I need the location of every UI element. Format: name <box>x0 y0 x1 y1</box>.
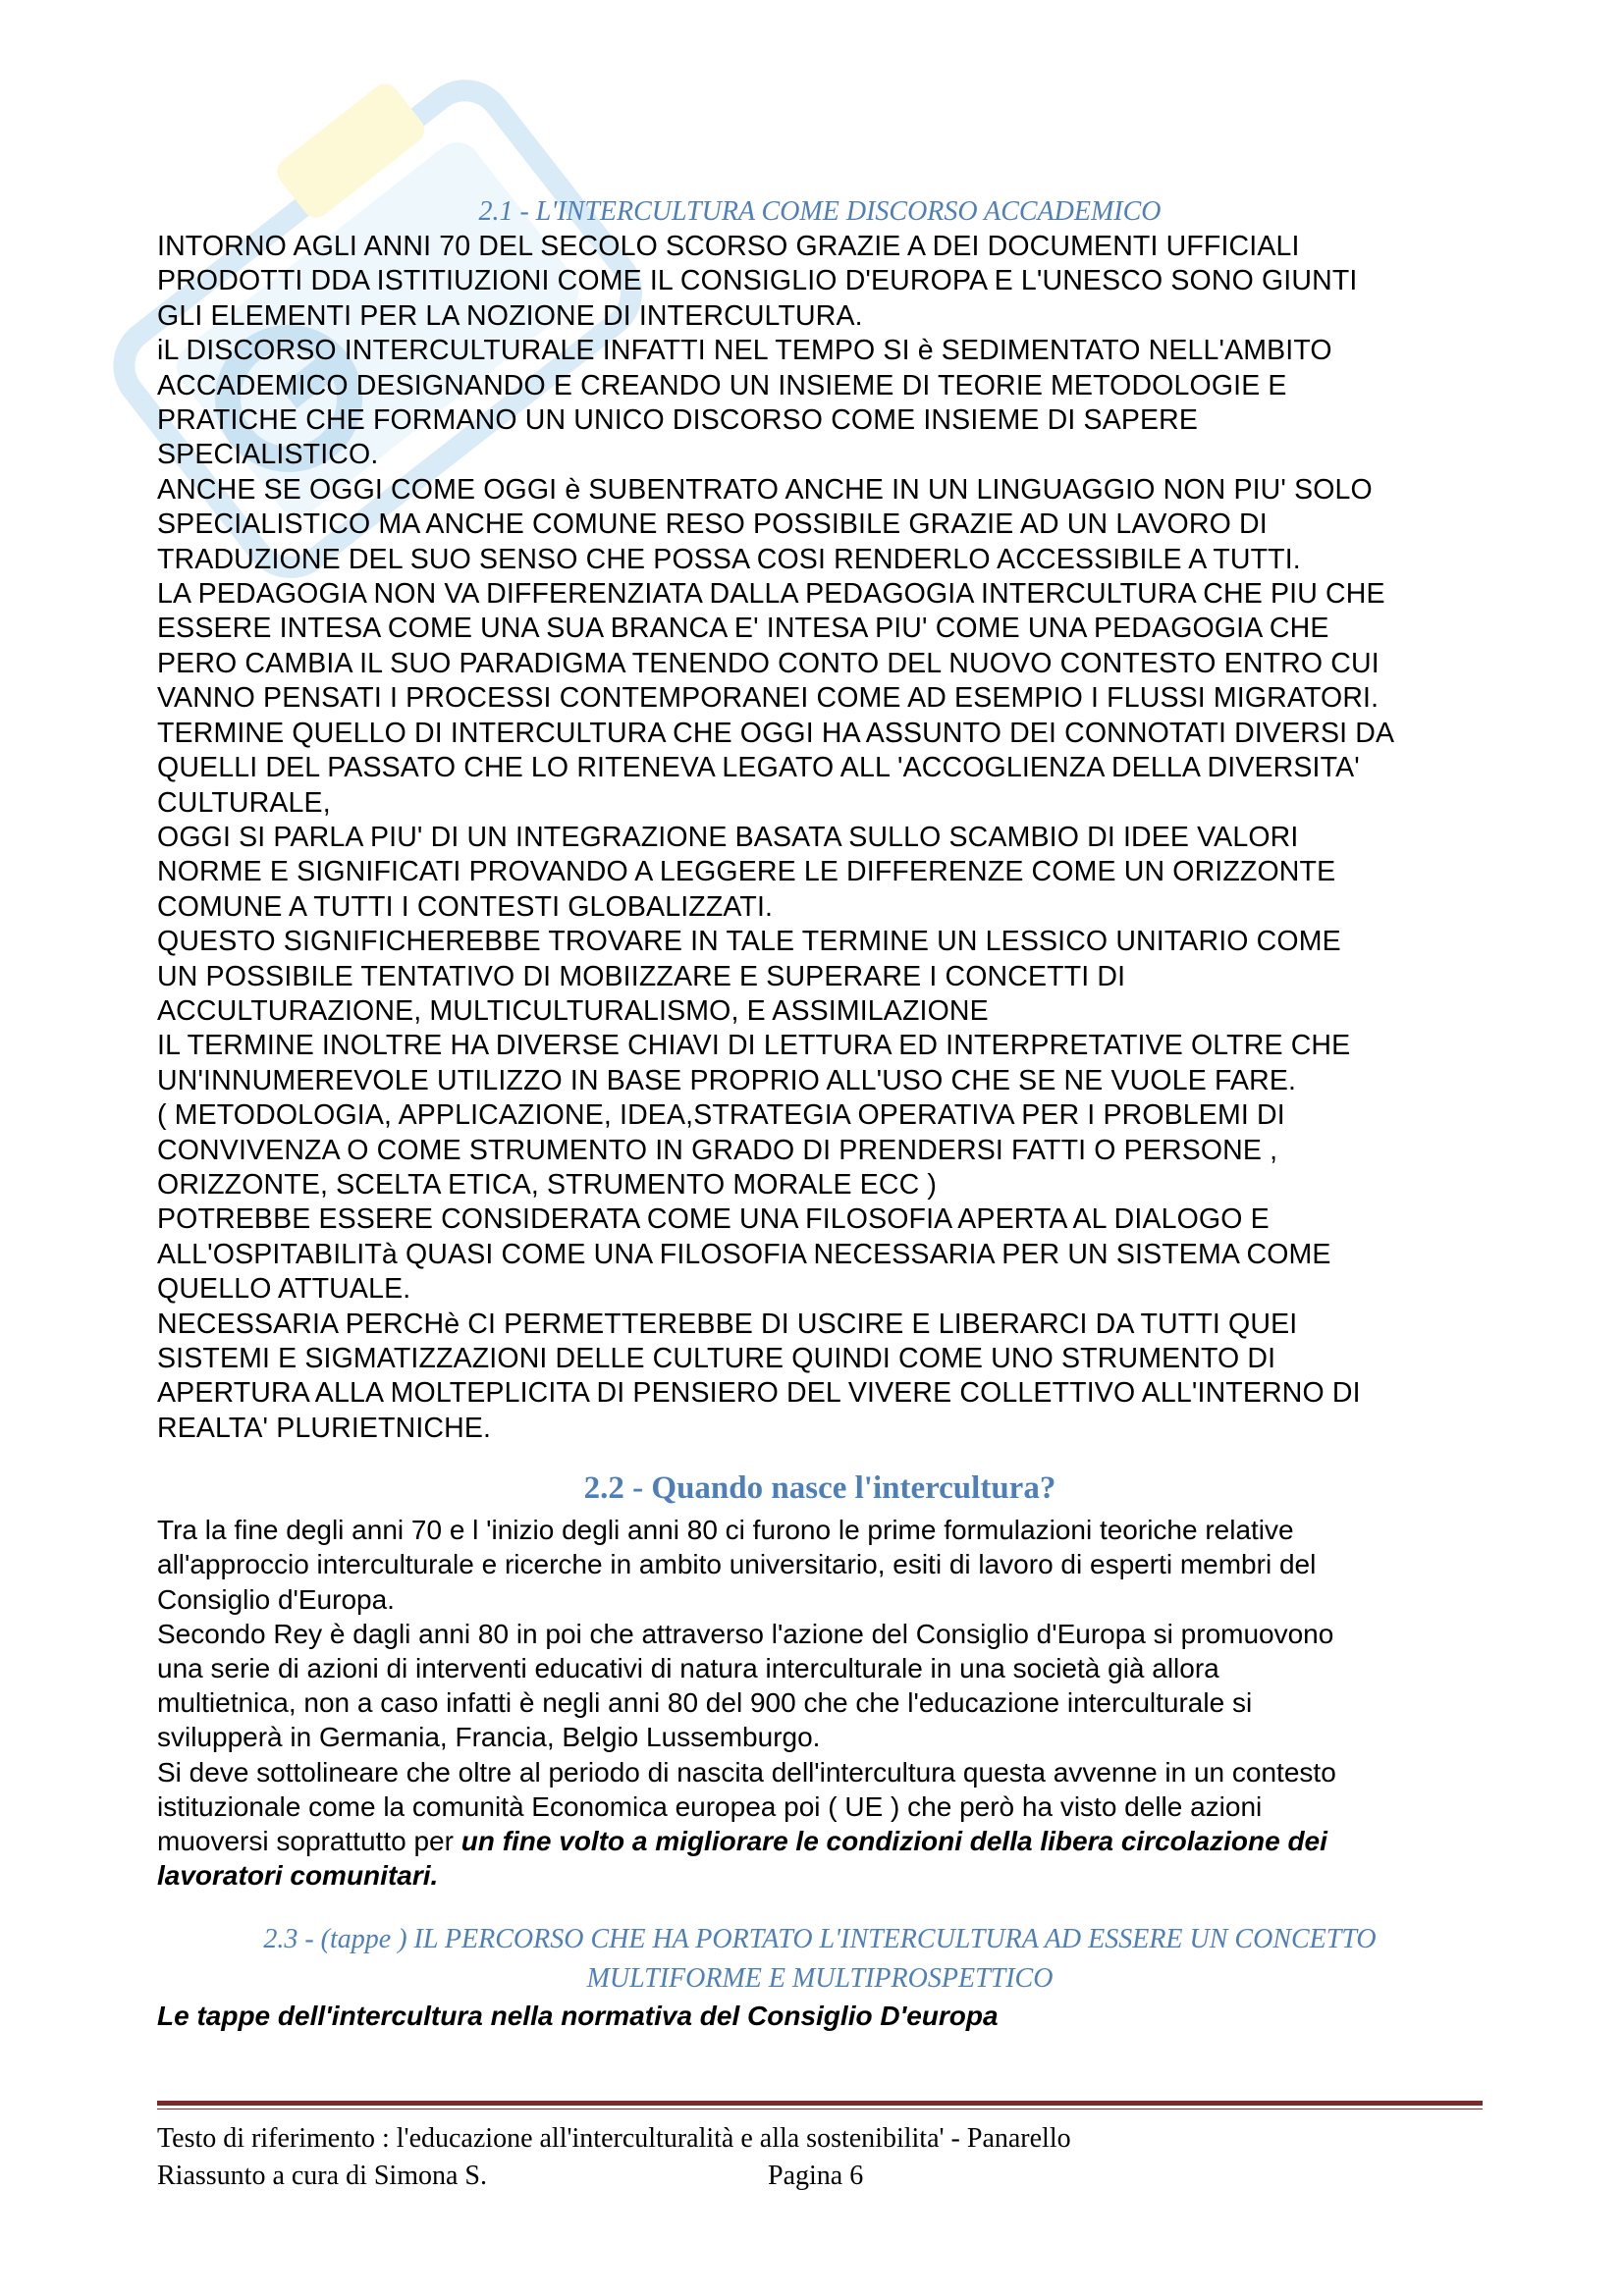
section-heading-2-3-line1: 2.3 - (tappe ) IL PERCORSO CHE HA PORTATO L'INTERCULTURA AD ESSERE UN CONCETTO <box>263 1924 1377 1955</box>
footer-reference: Testo di riferimento : l'educazione all'interculturalità e alla sostenibilita' - Panarello <box>157 2123 1071 2154</box>
section-2-2-body <box>157 1513 1483 1893</box>
section-heading-2-3 <box>157 1920 1483 1999</box>
section-heading-2-3-line2: MULTIFORME E MULTIPROSPETTICO <box>586 1963 1054 1995</box>
footer-divider <box>157 2101 1483 2110</box>
section-heading-2-1: 2.1 - L'INTERCULTURA COME DISCORSO ACCADEMICO <box>478 196 1162 227</box>
footer-author: Riassunto a cura di Simona S. <box>157 2161 487 2191</box>
section-2-3-subheading: Le tappe dell'intercultura nella normativa del Consiglio D'europa <box>157 2001 999 2032</box>
page-footer <box>157 2120 1483 2195</box>
section-2-2-emphasis: un fine volto a migliorare le condizioni della libera circolazione dei lavoratori comunitari. <box>157 1826 1327 1892</box>
section-heading-2-2: 2.2 - Quando nasce l'intercultura? <box>583 1470 1056 1507</box>
section-2-2-text: Tra la fine degli anni 70 e l 'inizio degli anni 80 ci furono le prime formulazioni teoriche relative all'approccio interculturale e ricerche in ambito universitario, esiti di lavoro di esperti membri del Consiglio d'Europa. Secondo Rey è dagli anni 80 in poi che attraverso l'azione del Consiglio d'Europa si promuovono una serie di azioni di interventi educativi di natura interculturale in una società già allora multietnica, non a caso infatti è negli anni 80 del 900 che che l'educazione interculturale si svilupperà in Germania, Francia, Belgio Lussemburgo. Si deve sottolineare che oltre al periodo di nascita dell'intercultura questa avvenne in un contesto istituzionale come la comunità Economica europea poi ( UE ) che però ha visto delle azioni muoversi soprattutto per <box>157 1515 1336 1857</box>
document-page <box>157 194 1483 2034</box>
section-2-1-body: INTORNO AGLI ANNI 70 DEL SECOLO SCORSO GRAZIE A DEI DOCUMENTI UFFICIALI PRODOTTI DDA ISTITIUZIONI COME IL CONSIGLIO D'EUROPA E L'UNESCO SONO GIUNTI GLI ELEMENTI PER LA NOZIONE DI INTERCULTURA. iL DISCORSO INTERCULTURALE INFATTI NEL TEMPO SI è SEDIMENTATO NELL'AMBITO ACCADEMICO DESIGNANDO E CREANDO UN INSIEME DI TEORIE METODOLOGIE E PRATICHE CHE FORMANO UN UNICO DISCORSO COME INSIEME DI SAPERE SPECIALISTICO. ANCHE SE OGGI COME OGGI è SUBENTRATO ANCHE IN UN LINGUAGGIO NON PIU' SOLO SPECIALISTICO MA ANCHE COMUNE RESO POSSIBILE GRAZIE AD UN LAVORO DI TRADUZIONE DEL SUO SENSO CHE POSSA COSI RENDERLO ACCESSIBILE A TUTTI. LA PEDAGOGIA NON VA DIFFERENZIATA DALLA PEDAGOGIA INTERCULTURA CHE PIU CHE ESSERE INTESA COME UNA SUA BRANCA E' INTESA PIU' COME UNA PEDAGOGIA CHE PERO CAMBIA IL SUO PARADIGMA TENENDO CONTO DEL NUOVO CONTESTO ENTRO CUI VANNO PENSATI I PROCESSI CONTEMPORANEI COME AD ESEMPIO I FLUSSI MIGRATORI. TERMINE QUELLO DI INTERCULTURA CHE OGGI HA ASSUNTO DEI CONNOTATI DIVERSI DA QUELLI DEL PASSATO CHE LO RITENEVA LEGATO ALL 'ACCOGLIENZA DELLA DIVERSITA' CULTURALE, OGGI SI PARLA PIU' DI UN INTEGRAZIONE BASATA SULLO SCAMBIO DI IDEE VALORI NORME E SIGNIFICATI PROVANDO A LEGGERE LE DIFFERENZE COME UN ORIZZONTE COMUNE A TUTTI I CONTESTI GLOBALIZZATI. QUESTO SIGNIFICHEREBBE TROVARE IN TALE TERMINE UN LESSICO UNITARIO COME UN POSSIBILE TENTATIVO DI MOBIIZZARE E SUPERARE I CONCETTI DI ACCULTURAZIONE, MULTICULTURALISMO, E ASSIMILAZIONE IL TERMINE INOLTRE HA DIVERSE CHIAVI DI LETTURA ED INTERPRETATIVE OLTRE CHE UN'INNUMEREVOLE UTILIZZO IN BASE PROPRIO ALL'USO CHE SE NE VUOLE FARE. ( METODOLOGIA, APPLICAZIONE, IDEA,STRATEGIA OPERATIVA PER I PROBLEMI DI CONVIVENZA O COME STRUMENTO IN GRADO DI PRENDERSI FATTI O PERSONE , ORIZZONTE, SCELTA ETICA, STRUMENTO MORALE ECC ) POTREBBE ESSERE CONSIDERATA COME UNA FILOSOFIA APERTA AL DIALOGO E ALL'OSPITABILITà QUASI COME UNA FILOSOFIA NECESSARIA PER UN SISTEMA COME QUELLO ATTUALE. NECESSARIA PERCHè CI PERMETTEREBBE DI USCIRE E LIBERARCI DA TUTTI QUEI SISTEMI E SIGMATIZZAZIONI DELLE CULTURE QUINDI COME UNO STRUMENTO DI APERTURA ALLA MOLTEPLICITA DI PENSIERO DEL VIVERE COLLETTIVO ALL'INTERNO DI REALTA' PLURIETNICHE. <box>157 231 1395 1444</box>
page-number: Pagina 6 <box>768 2161 864 2191</box>
